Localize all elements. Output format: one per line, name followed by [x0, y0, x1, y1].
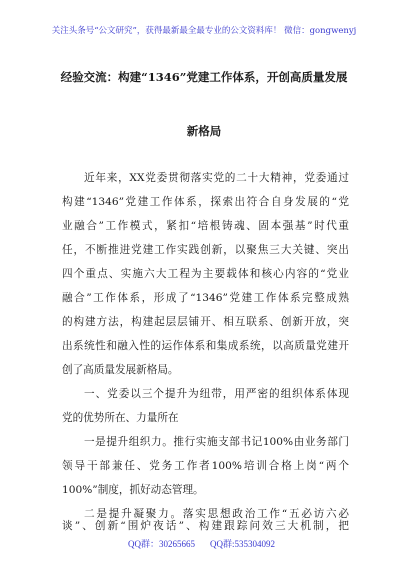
body-line: 任，不断推进党建工作实践创新，以聚焦三大关键、突出: [62, 244, 349, 256]
body-line: 的构建方法，构建起层层铺开、相互联系、创新开放，突: [62, 316, 349, 328]
body-line: 100%”制度，抓好动态管理。: [62, 484, 204, 496]
footer-qq-group-2: QQ群:535304092: [210, 539, 275, 549]
body-line: 业融合”工作模式，紧扣“培根铸魂、固本强基”时代重: [62, 220, 349, 232]
body-line: 出系统性和融入性的运作体系和集成系统，以高质量党建开: [62, 340, 349, 352]
body-line: 四个重点、实施六大工程为主要载体和核心内容的“党业: [62, 268, 349, 280]
footer-qq-group-1: QQ群：30265665: [128, 539, 195, 549]
body-line: 融合”工作体系，形成了“1346”党建工作体系完整成熟: [62, 292, 349, 304]
body-line: 创了高质量发展新格局。: [62, 364, 179, 376]
section-heading-line: 党的优势所在、力量所在: [62, 412, 179, 424]
footer: [0, 537, 408, 551]
body-line: 构建“1346”党建工作体系，探索出符合自身发展的“党: [62, 196, 349, 208]
document-title-line-1: 经验交流：构建“1346”党建工作体系，开创高质量发展: [60, 70, 348, 84]
document-title-line-2: 新格局: [186, 124, 222, 138]
body-line: 近年来，XX党委贯彻落实党的二十大精神，党委通过: [84, 172, 349, 184]
body-line: 领导干部兼任、党务工作者100%培训合格上岗“两个: [62, 460, 349, 472]
body-line: 谈”、创新“围炉夜话”、构建跟踪问效三大机制，把: [62, 520, 349, 532]
section-heading-line: 一、党委以三个提升为纽带，用严密的组织体系体现: [84, 388, 349, 400]
body-line: 二是提升凝聚力。落实思想政治工作“五必访六必: [84, 508, 349, 520]
header-banner: 关注头条号“公文研究”，获得最新最全最专业的公文资料库！ 微信：gongwenyj: [51, 26, 357, 36]
body-line: 一是提升组织力。推行实施支部书记100%由业务部门: [84, 436, 349, 448]
